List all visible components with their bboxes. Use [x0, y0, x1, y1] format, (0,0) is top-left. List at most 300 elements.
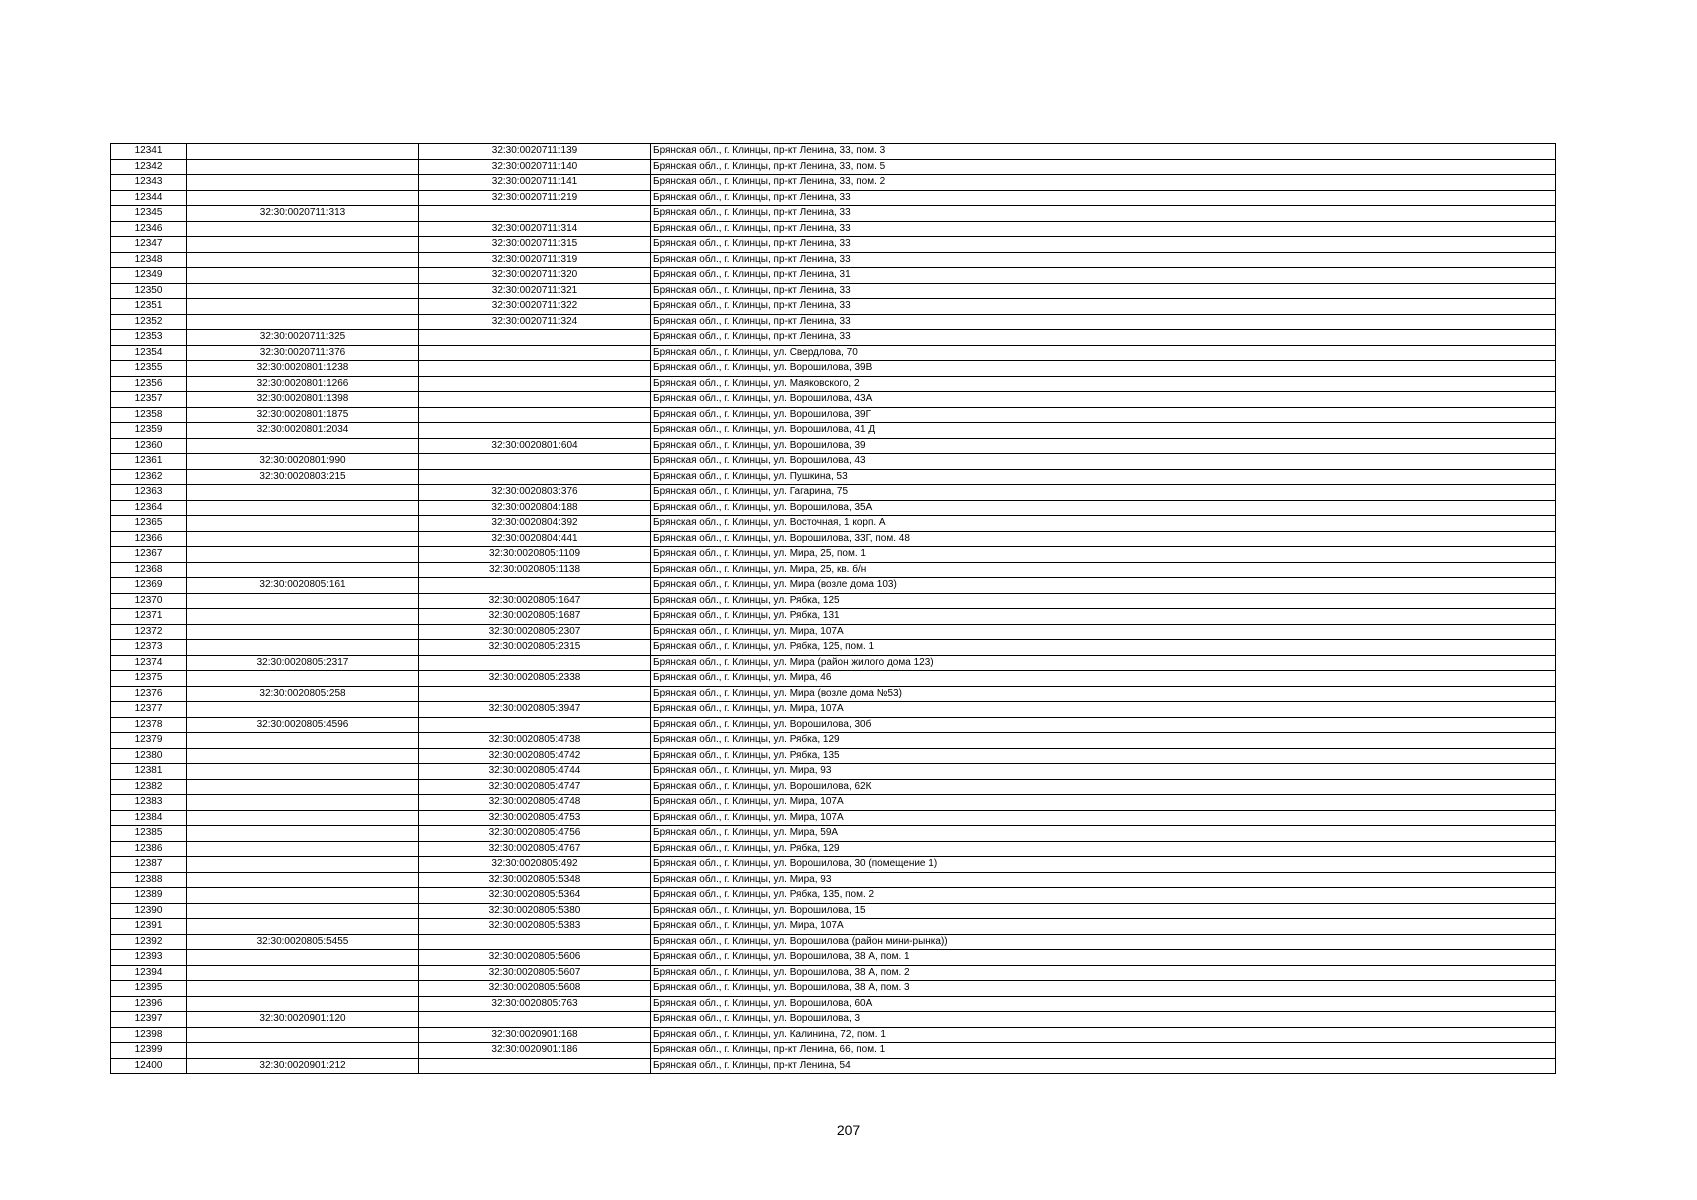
cell-object-cadastral-number: 32:30:0020805:5606 [419, 950, 651, 966]
cell-object-cadastral-number [419, 330, 651, 346]
cell-row-number: 12400 [111, 1058, 187, 1074]
table-row [111, 237, 1556, 253]
cell-address: Брянская обл., г. Клинцы, пр-кт Ленина, 66, пом. 1 [651, 1043, 1556, 1059]
table-row [111, 609, 1556, 625]
cell-row-number: 12365 [111, 516, 187, 532]
cell-row-number: 12349 [111, 268, 187, 284]
table-row [111, 903, 1556, 919]
table-row [111, 1012, 1556, 1028]
table-row [111, 764, 1556, 780]
cell-object-cadastral-number: 32:30:0020711:140 [419, 159, 651, 175]
cell-address: Брянская обл., г. Клинцы, ул. Ворошилова, 38 А, пом. 1 [651, 950, 1556, 966]
cell-row-number: 12393 [111, 950, 187, 966]
table-row [111, 500, 1556, 516]
cell-object-cadastral-number [419, 376, 651, 392]
cell-row-number: 12353 [111, 330, 187, 346]
cell-row-number: 12399 [111, 1043, 187, 1059]
cell-land-cadastral-number [187, 903, 419, 919]
cell-land-cadastral-number [187, 748, 419, 764]
cell-object-cadastral-number: 32:30:0020805:1138 [419, 562, 651, 578]
cell-object-cadastral-number: 32:30:0020804:441 [419, 531, 651, 547]
cell-object-cadastral-number: 32:30:0020711:319 [419, 252, 651, 268]
table-row [111, 996, 1556, 1012]
cell-row-number: 12387 [111, 857, 187, 873]
cell-land-cadastral-number [187, 547, 419, 563]
cell-address: Брянская обл., г. Клинцы, ул. Мира, 107А [651, 919, 1556, 935]
cell-address: Брянская обл., г. Клинцы, ул. Калинина, 72, пом. 1 [651, 1027, 1556, 1043]
cell-land-cadastral-number [187, 671, 419, 687]
cell-address: Брянская обл., г. Клинцы, ул. Мира, 107А [651, 810, 1556, 826]
cell-row-number: 12369 [111, 578, 187, 594]
table-row [111, 562, 1556, 578]
cell-address: Брянская обл., г. Клинцы, пр-кт Ленина, 33 [651, 221, 1556, 237]
cell-address: Брянская обл., г. Клинцы, ул. Ворошилова (район мини-рынка)) [651, 934, 1556, 950]
cell-address: Брянская обл., г. Клинцы, ул. Ворошилова, 60А [651, 996, 1556, 1012]
table-row [111, 717, 1556, 733]
cell-object-cadastral-number: 32:30:0020805:5380 [419, 903, 651, 919]
table-row [111, 268, 1556, 284]
cell-address: Брянская обл., г. Клинцы, ул. Мира (возле дома №53) [651, 686, 1556, 702]
cell-land-cadastral-number [187, 144, 419, 160]
table-row [111, 795, 1556, 811]
cell-row-number: 12356 [111, 376, 187, 392]
cell-land-cadastral-number [187, 857, 419, 873]
cell-land-cadastral-number: 32:30:0020805:2317 [187, 655, 419, 671]
cell-row-number: 12372 [111, 624, 187, 640]
cell-object-cadastral-number [419, 392, 651, 408]
table-row [111, 190, 1556, 206]
cell-land-cadastral-number [187, 314, 419, 330]
cell-object-cadastral-number: 32:30:0020805:4744 [419, 764, 651, 780]
cell-object-cadastral-number: 32:30:0020805:4767 [419, 841, 651, 857]
cell-address: Брянская обл., г. Клинцы, ул. Восточная, 1 корп. А [651, 516, 1556, 532]
registry-table-body [111, 144, 1556, 1074]
table-row [111, 702, 1556, 718]
cell-row-number: 12352 [111, 314, 187, 330]
cell-land-cadastral-number: 32:30:0020801:1238 [187, 361, 419, 377]
cell-row-number: 12350 [111, 283, 187, 299]
table-row [111, 686, 1556, 702]
cell-land-cadastral-number [187, 299, 419, 315]
table-row [111, 144, 1556, 160]
cell-address: Брянская обл., г. Клинцы, ул. Мира (район жилого дома 123) [651, 655, 1556, 671]
table-row [111, 407, 1556, 423]
cell-object-cadastral-number: 32:30:0020805:1647 [419, 593, 651, 609]
cell-row-number: 12348 [111, 252, 187, 268]
cell-address: Брянская обл., г. Клинцы, пр-кт Ленина, 33, пом. 5 [651, 159, 1556, 175]
cell-land-cadastral-number [187, 485, 419, 501]
cell-object-cadastral-number [419, 469, 651, 485]
cell-land-cadastral-number [187, 996, 419, 1012]
cell-land-cadastral-number: 32:30:0020801:1875 [187, 407, 419, 423]
table-row [111, 454, 1556, 470]
cell-row-number: 12370 [111, 593, 187, 609]
cell-address: Брянская обл., г. Клинцы, ул. Мира, 93 [651, 764, 1556, 780]
table-row [111, 1058, 1556, 1074]
cell-address: Брянская обл., г. Клинцы, ул. Мира, 93 [651, 872, 1556, 888]
table-row [111, 469, 1556, 485]
table-row [111, 314, 1556, 330]
cell-land-cadastral-number: 32:30:0020801:1398 [187, 392, 419, 408]
cell-land-cadastral-number [187, 764, 419, 780]
cell-land-cadastral-number [187, 810, 419, 826]
table-row [111, 578, 1556, 594]
cell-object-cadastral-number: 32:30:0020805:2338 [419, 671, 651, 687]
cell-land-cadastral-number [187, 516, 419, 532]
cell-object-cadastral-number: 32:30:0020711:314 [419, 221, 651, 237]
cell-land-cadastral-number [187, 159, 419, 175]
cell-row-number: 12359 [111, 423, 187, 439]
cell-row-number: 12341 [111, 144, 187, 160]
table-row [111, 361, 1556, 377]
cell-address: Брянская обл., г. Клинцы, пр-кт Ленина, 33 [651, 283, 1556, 299]
cell-address: Брянская обл., г. Клинцы, пр-кт Ленина, 33 [651, 206, 1556, 222]
cell-address: Брянская обл., г. Клинцы, ул. Ворошилова, 43 [651, 454, 1556, 470]
table-row [111, 516, 1556, 532]
table-row [111, 919, 1556, 935]
cell-row-number: 12398 [111, 1027, 187, 1043]
table-row [111, 872, 1556, 888]
cell-address: Брянская обл., г. Клинцы, ул. Ворошилова, 30 (помещение 1) [651, 857, 1556, 873]
cell-object-cadastral-number [419, 345, 651, 361]
cell-address: Брянская обл., г. Клинцы, ул. Мира (возле дома 103) [651, 578, 1556, 594]
cell-address: Брянская обл., г. Клинцы, пр-кт Ленина, 33 [651, 190, 1556, 206]
table-row [111, 547, 1556, 563]
cell-address: Брянская обл., г. Клинцы, ул. Мира, 25, кв. б/н [651, 562, 1556, 578]
cell-object-cadastral-number: 32:30:0020805:5383 [419, 919, 651, 935]
table-row [111, 640, 1556, 656]
cell-land-cadastral-number [187, 252, 419, 268]
cell-object-cadastral-number: 32:30:0020805:4756 [419, 826, 651, 842]
cell-address: Брянская обл., г. Клинцы, ул. Мира, 46 [651, 671, 1556, 687]
cell-address: Брянская обл., г. Клинцы, ул. Мира, 25, пом. 1 [651, 547, 1556, 563]
cell-land-cadastral-number [187, 919, 419, 935]
registry-table [110, 143, 1556, 1074]
cell-object-cadastral-number: 32:30:0020711:320 [419, 268, 651, 284]
cell-row-number: 12392 [111, 934, 187, 950]
cell-address: Брянская обл., г. Клинцы, ул. Ворошилова, 38 А, пом. 2 [651, 965, 1556, 981]
table-row [111, 655, 1556, 671]
cell-land-cadastral-number [187, 221, 419, 237]
table-row [111, 438, 1556, 454]
cell-address: Брянская обл., г. Клинцы, ул. Ворошилова, 43А [651, 392, 1556, 408]
table-row [111, 1043, 1556, 1059]
cell-row-number: 12394 [111, 965, 187, 981]
cell-object-cadastral-number: 32:30:0020805:5607 [419, 965, 651, 981]
cell-row-number: 12385 [111, 826, 187, 842]
cell-row-number: 12379 [111, 733, 187, 749]
table-row [111, 299, 1556, 315]
cell-address: Брянская обл., г. Клинцы, ул. Ворошилова, 15 [651, 903, 1556, 919]
cell-object-cadastral-number [419, 361, 651, 377]
table-row [111, 283, 1556, 299]
table-row [111, 748, 1556, 764]
cell-row-number: 12342 [111, 159, 187, 175]
table-row [111, 252, 1556, 268]
cell-object-cadastral-number [419, 655, 651, 671]
cell-object-cadastral-number [419, 407, 651, 423]
cell-object-cadastral-number: 32:30:0020805:763 [419, 996, 651, 1012]
cell-object-cadastral-number: 32:30:0020805:4748 [419, 795, 651, 811]
cell-land-cadastral-number [187, 841, 419, 857]
cell-row-number: 12364 [111, 500, 187, 516]
table-row [111, 531, 1556, 547]
cell-address: Брянская обл., г. Клинцы, ул. Пушкина, 53 [651, 469, 1556, 485]
cell-object-cadastral-number: 32:30:0020805:1109 [419, 547, 651, 563]
cell-row-number: 12363 [111, 485, 187, 501]
cell-land-cadastral-number [187, 981, 419, 997]
table-row [111, 175, 1556, 191]
cell-land-cadastral-number [187, 593, 419, 609]
cell-address: Брянская обл., г. Клинцы, ул. Ворошилова, 39Г [651, 407, 1556, 423]
cell-object-cadastral-number: 32:30:0020805:4747 [419, 779, 651, 795]
cell-land-cadastral-number: 32:30:0020711:325 [187, 330, 419, 346]
cell-land-cadastral-number: 32:30:0020901:120 [187, 1012, 419, 1028]
cell-object-cadastral-number: 32:30:0020805:4742 [419, 748, 651, 764]
cell-land-cadastral-number: 32:30:0020711:376 [187, 345, 419, 361]
cell-address: Брянская обл., г. Клинцы, ул. Ворошилова, 39В [651, 361, 1556, 377]
table-row [111, 159, 1556, 175]
cell-row-number: 12397 [111, 1012, 187, 1028]
cell-object-cadastral-number: 32:30:0020711:139 [419, 144, 651, 160]
cell-land-cadastral-number [187, 562, 419, 578]
table-row [111, 888, 1556, 904]
cell-land-cadastral-number [187, 779, 419, 795]
cell-land-cadastral-number [187, 888, 419, 904]
cell-address: Брянская обл., г. Клинцы, ул. Свердлова, 70 [651, 345, 1556, 361]
cell-row-number: 12382 [111, 779, 187, 795]
cell-land-cadastral-number [187, 950, 419, 966]
cell-object-cadastral-number [419, 578, 651, 594]
cell-row-number: 12381 [111, 764, 187, 780]
cell-row-number: 12360 [111, 438, 187, 454]
cell-address: Брянская обл., г. Клинцы, ул. Мира, 107А [651, 624, 1556, 640]
cell-object-cadastral-number: 32:30:0020805:2307 [419, 624, 651, 640]
cell-address: Брянская обл., г. Клинцы, ул. Мира, 59А [651, 826, 1556, 842]
cell-address: Брянская обл., г. Клинцы, ул. Ворошилова, 35А [651, 500, 1556, 516]
cell-object-cadastral-number: 32:30:0020805:492 [419, 857, 651, 873]
cell-address: Брянская обл., г. Клинцы, пр-кт Ленина, 33 [651, 299, 1556, 315]
cell-land-cadastral-number: 32:30:0020805:161 [187, 578, 419, 594]
table-row [111, 330, 1556, 346]
cell-land-cadastral-number [187, 268, 419, 284]
cell-land-cadastral-number: 32:30:0020805:5455 [187, 934, 419, 950]
table-row [111, 624, 1556, 640]
cell-address: Брянская обл., г. Клинцы, ул. Рябка, 131 [651, 609, 1556, 625]
table-row [111, 733, 1556, 749]
cell-address: Брянская обл., г. Клинцы, ул. Ворошилова, 33Г, пом. 48 [651, 531, 1556, 547]
cell-row-number: 12376 [111, 686, 187, 702]
cell-row-number: 12377 [111, 702, 187, 718]
cell-object-cadastral-number: 32:30:0020711:219 [419, 190, 651, 206]
cell-row-number: 12357 [111, 392, 187, 408]
table-row [111, 392, 1556, 408]
cell-row-number: 12388 [111, 872, 187, 888]
cell-row-number: 12391 [111, 919, 187, 935]
table-row [111, 981, 1556, 997]
table-row [111, 857, 1556, 873]
cell-row-number: 12366 [111, 531, 187, 547]
cell-land-cadastral-number [187, 531, 419, 547]
cell-object-cadastral-number: 32:30:0020805:4753 [419, 810, 651, 826]
cell-object-cadastral-number: 32:30:0020805:1687 [419, 609, 651, 625]
cell-land-cadastral-number [187, 1027, 419, 1043]
cell-address: Брянская обл., г. Клинцы, ул. Ворошилова, 41 Д [651, 423, 1556, 439]
cell-row-number: 12347 [111, 237, 187, 253]
cell-row-number: 12396 [111, 996, 187, 1012]
table-row [111, 934, 1556, 950]
cell-object-cadastral-number: 32:30:0020901:168 [419, 1027, 651, 1043]
cell-row-number: 12343 [111, 175, 187, 191]
cell-row-number: 12384 [111, 810, 187, 826]
cell-object-cadastral-number: 32:30:0020805:5364 [419, 888, 651, 904]
cell-land-cadastral-number [187, 1043, 419, 1059]
cell-row-number: 12344 [111, 190, 187, 206]
cell-address: Брянская обл., г. Клинцы, пр-кт Ленина, 33 [651, 314, 1556, 330]
cell-address: Брянская обл., г. Клинцы, ул. Рябка, 135 [651, 748, 1556, 764]
cell-land-cadastral-number [187, 609, 419, 625]
cell-row-number: 12395 [111, 981, 187, 997]
cell-object-cadastral-number: 32:30:0020805:5608 [419, 981, 651, 997]
cell-row-number: 12346 [111, 221, 187, 237]
cell-address: Брянская обл., г. Клинцы, пр-кт Ленина, 33 [651, 330, 1556, 346]
cell-object-cadastral-number [419, 717, 651, 733]
cell-land-cadastral-number [187, 826, 419, 842]
cell-object-cadastral-number: 32:30:0020711:321 [419, 283, 651, 299]
cell-row-number: 12362 [111, 469, 187, 485]
cell-land-cadastral-number [187, 624, 419, 640]
table-row [111, 206, 1556, 222]
cell-land-cadastral-number [187, 283, 419, 299]
cell-row-number: 12368 [111, 562, 187, 578]
cell-land-cadastral-number: 32:30:0020801:1266 [187, 376, 419, 392]
cell-row-number: 12374 [111, 655, 187, 671]
cell-land-cadastral-number [187, 733, 419, 749]
table-row [111, 593, 1556, 609]
cell-address: Брянская обл., г. Клинцы, ул. Рябка, 135, пом. 2 [651, 888, 1556, 904]
cell-object-cadastral-number: 32:30:0020901:186 [419, 1043, 651, 1059]
cell-address: Брянская обл., г. Клинцы, ул. Ворошилова, 38 А, пом. 3 [651, 981, 1556, 997]
cell-address: Брянская обл., г. Клинцы, пр-кт Ленина, 33, пом. 3 [651, 144, 1556, 160]
cell-row-number: 12358 [111, 407, 187, 423]
cell-land-cadastral-number [187, 702, 419, 718]
cell-object-cadastral-number: 32:30:0020805:2315 [419, 640, 651, 656]
table-row [111, 810, 1556, 826]
table-row [111, 1027, 1556, 1043]
cell-land-cadastral-number: 32:30:0020805:258 [187, 686, 419, 702]
table-row [111, 965, 1556, 981]
cell-land-cadastral-number [187, 175, 419, 191]
cell-row-number: 12367 [111, 547, 187, 563]
cell-object-cadastral-number [419, 686, 651, 702]
cell-address: Брянская обл., г. Клинцы, ул. Ворошилова, 39 [651, 438, 1556, 454]
cell-address: Брянская обл., г. Клинцы, ул. Рябка, 129 [651, 841, 1556, 857]
cell-object-cadastral-number [419, 934, 651, 950]
cell-address: Брянская обл., г. Клинцы, пр-кт Ленина, 54 [651, 1058, 1556, 1074]
cell-land-cadastral-number [187, 965, 419, 981]
table-row [111, 826, 1556, 842]
cell-row-number: 12345 [111, 206, 187, 222]
cell-land-cadastral-number: 32:30:0020801:2034 [187, 423, 419, 439]
cell-object-cadastral-number: 32:30:0020711:141 [419, 175, 651, 191]
cell-row-number: 12371 [111, 609, 187, 625]
cell-address: Брянская обл., г. Клинцы, ул. Ворошилова, 30б [651, 717, 1556, 733]
cell-object-cadastral-number: 32:30:0020711:315 [419, 237, 651, 253]
cell-row-number: 12361 [111, 454, 187, 470]
cell-object-cadastral-number: 32:30:0020805:3947 [419, 702, 651, 718]
table-row [111, 376, 1556, 392]
page-number: 207 [836, 1122, 861, 1138]
cell-land-cadastral-number [187, 872, 419, 888]
cell-object-cadastral-number: 32:30:0020804:392 [419, 516, 651, 532]
cell-row-number: 12380 [111, 748, 187, 764]
table-row [111, 779, 1556, 795]
cell-object-cadastral-number: 32:30:0020711:322 [419, 299, 651, 315]
cell-land-cadastral-number [187, 500, 419, 516]
cell-object-cadastral-number: 32:30:0020805:4738 [419, 733, 651, 749]
cell-object-cadastral-number [419, 1058, 651, 1074]
cell-row-number: 12351 [111, 299, 187, 315]
table-row [111, 423, 1556, 439]
cell-land-cadastral-number: 32:30:0020805:4596 [187, 717, 419, 733]
cell-address: Брянская обл., г. Клинцы, пр-кт Ленина, 31 [651, 268, 1556, 284]
cell-row-number: 12389 [111, 888, 187, 904]
cell-address: Брянская обл., г. Клинцы, ул. Мира, 107А [651, 795, 1556, 811]
table-row [111, 485, 1556, 501]
cell-row-number: 12390 [111, 903, 187, 919]
table-row [111, 221, 1556, 237]
cell-address: Брянская обл., г. Клинцы, ул. Ворошилова, 3 [651, 1012, 1556, 1028]
cell-object-cadastral-number: 32:30:0020803:376 [419, 485, 651, 501]
cell-row-number: 12383 [111, 795, 187, 811]
cell-address: Брянская обл., г. Клинцы, пр-кт Ленина, 33, пом. 2 [651, 175, 1556, 191]
cell-object-cadastral-number [419, 1012, 651, 1028]
cell-address: Брянская обл., г. Клинцы, ул. Рябка, 129 [651, 733, 1556, 749]
cell-row-number: 12355 [111, 361, 187, 377]
cell-land-cadastral-number [187, 190, 419, 206]
cell-land-cadastral-number: 32:30:0020711:313 [187, 206, 419, 222]
cell-address: Брянская обл., г. Клинцы, пр-кт Ленина, 33 [651, 237, 1556, 253]
cell-row-number: 12354 [111, 345, 187, 361]
cell-address: Брянская обл., г. Клинцы, ул. Маяковского, 2 [651, 376, 1556, 392]
cell-row-number: 12378 [111, 717, 187, 733]
cell-object-cadastral-number: 32:30:0020801:604 [419, 438, 651, 454]
cell-address: Брянская обл., г. Клинцы, ул. Рябка, 125 [651, 593, 1556, 609]
cell-land-cadastral-number [187, 795, 419, 811]
cell-address: Брянская обл., г. Клинцы, ул. Рябка, 125, пом. 1 [651, 640, 1556, 656]
cell-land-cadastral-number [187, 237, 419, 253]
cell-row-number: 12373 [111, 640, 187, 656]
table-row [111, 841, 1556, 857]
cell-row-number: 12386 [111, 841, 187, 857]
cell-land-cadastral-number: 32:30:0020803:215 [187, 469, 419, 485]
table-row [111, 345, 1556, 361]
cell-object-cadastral-number [419, 454, 651, 470]
cell-address: Брянская обл., г. Клинцы, ул. Ворошилова, 62К [651, 779, 1556, 795]
cell-address: Брянская обл., г. Клинцы, ул. Гагарина, 75 [651, 485, 1556, 501]
table-row [111, 950, 1556, 966]
cell-object-cadastral-number [419, 423, 651, 439]
cell-land-cadastral-number [187, 438, 419, 454]
cell-land-cadastral-number: 32:30:0020901:212 [187, 1058, 419, 1074]
cell-land-cadastral-number: 32:30:0020801:990 [187, 454, 419, 470]
cell-object-cadastral-number [419, 206, 651, 222]
cell-land-cadastral-number [187, 640, 419, 656]
cell-object-cadastral-number: 32:30:0020805:5348 [419, 872, 651, 888]
cell-address: Брянская обл., г. Клинцы, ул. Мира, 107А [651, 702, 1556, 718]
cell-address: Брянская обл., г. Клинцы, пр-кт Ленина, 33 [651, 252, 1556, 268]
cell-object-cadastral-number: 32:30:0020711:324 [419, 314, 651, 330]
